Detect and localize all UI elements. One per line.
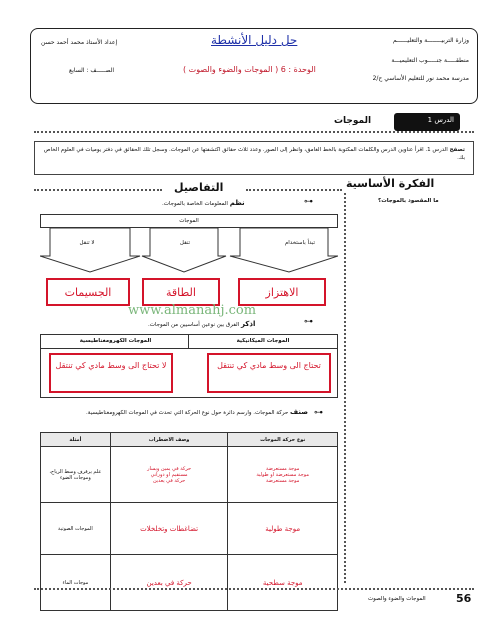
compare-table (40, 334, 338, 398)
classify-header-type: نوع حركة الموجات (228, 433, 338, 447)
organize-instruction (162, 199, 245, 207)
column-divider (344, 193, 346, 583)
type-cell: موجة سطحية (228, 555, 338, 611)
answer-box-2: الطاقة (142, 278, 220, 306)
divider (246, 189, 342, 191)
school-label: مدرسة محمد نور للتعليم الأساسي ح/2 (372, 75, 469, 82)
lesson-tab: الدرس 1 (394, 113, 460, 131)
header-box (30, 28, 478, 104)
branch-label-2: تنقل (179, 240, 191, 246)
compare-text: الفرق بين نوعين أساسيين من الموجات. (148, 322, 240, 328)
desc-cell: حركة في بعدين (110, 555, 228, 611)
desc-cell: تضاغطات وتخلخلات (110, 503, 228, 555)
prepared-by-label: إعداد الأستاذ محمد أحمد حسن (41, 39, 118, 46)
lesson-title: الموجات (334, 116, 372, 126)
page-number: 56 (456, 592, 472, 605)
type-cell (228, 447, 338, 503)
compare-header-1: الموجات الميكانيكية (188, 335, 337, 349)
classify-text: حركة الموجات. وارسم دائرة حول نوع الحركة التي تحدث في الموجات الكهرومغناطيسية. (86, 410, 289, 416)
desc-line: حركة في يعدين (152, 477, 186, 484)
example-cell: الموجات الصوتية (41, 503, 111, 555)
answer-box-1: الاهتزاز (238, 278, 326, 306)
organize-root: الموجات (40, 214, 338, 228)
compare-answer-2: لا تحتاج الى وسط مادي كي تنتقل (49, 353, 173, 393)
compare-header-2: الموجات الكهرومغناطيسية (41, 335, 190, 349)
footer-text: الموجات والضوء والصوت (368, 596, 426, 602)
classify-header-desc: وصف الاضطراب (110, 433, 228, 447)
footer-divider (34, 588, 474, 590)
intro-box (34, 141, 474, 175)
watermark: www.almanahj.com (128, 303, 257, 318)
example-cell: موجات الماء (41, 555, 111, 611)
table-row (41, 555, 338, 611)
answer-box-3: الجسيمات (46, 278, 130, 306)
page-title: حل دليل الأنشطة (211, 33, 298, 47)
branch-label-3: لا تنقل (79, 240, 95, 246)
branch-arrow-middle (142, 228, 226, 272)
details-heading: التفاصيل (174, 181, 224, 194)
branch-arrow-right (230, 228, 338, 272)
type-line: موجة مستعرضة (266, 477, 300, 484)
example-cell: علم يرفرف وسط الرياح، وموجات الضوء (41, 447, 111, 503)
type-cell: موجة طولية (228, 503, 338, 555)
type-line: موجة مستعرضة (266, 465, 300, 472)
table-row (41, 447, 338, 503)
table-row (41, 503, 338, 555)
key-icon: ⊶ (304, 197, 313, 207)
classify-instruction (36, 408, 308, 417)
main-idea-question: ما المقصود بالموجات؟ (378, 198, 439, 204)
unit-label: الوحدة : 6 ( الموجات والضوء والصوت ) (183, 65, 316, 74)
classify-table (40, 432, 338, 611)
ministry-label: وزارة التربيــــــــة والتعليــــــم (392, 37, 469, 44)
organize-label: نظم (229, 199, 245, 207)
classify-label: صنف (290, 408, 308, 416)
grade-label: الصـــــف : السابع (69, 67, 115, 74)
desc-line: حركة في يمين ويسار (147, 465, 192, 472)
compare-answer-1: تحتاج الى وسط مادي كي تنتقل (207, 353, 331, 393)
divider (34, 131, 474, 133)
type-line: موجة مستعرضة او طولية (256, 471, 309, 478)
key-icon: ⊶ (314, 408, 323, 418)
divider (34, 189, 162, 191)
organize-text: المعلومات الخاصة بالموجات. (162, 201, 228, 207)
key-icon: ⊶ (304, 317, 313, 327)
region-label: منطقـــــة جنـــــوب التعليميـــة (391, 57, 469, 64)
branch-arrows (40, 228, 338, 274)
intro-text: الدرس 1. اقرأ عناوين الدرس والكلمات المكتوبة بالخط الغامق، وانظر إلى الصور. وعدد ثلاث حقائق اكتشفتها عن الموجات. وسجل تلك الحقائق في دفتر يوميات في العلوم الخاص بك. (43, 147, 465, 161)
desc-cell (110, 447, 228, 503)
compare-instruction (148, 320, 255, 328)
classify-header-example: أمثلة (41, 433, 111, 447)
intro-label: تصفح (449, 147, 465, 153)
compare-label: اذكر (240, 320, 256, 328)
desc-line: مستقيم او دوراني (150, 471, 188, 478)
branch-label-1: تبدأ باستخدام (284, 240, 316, 246)
branch-arrow-left (40, 228, 140, 272)
main-idea-heading: الفكرة الأساسية (346, 177, 435, 190)
